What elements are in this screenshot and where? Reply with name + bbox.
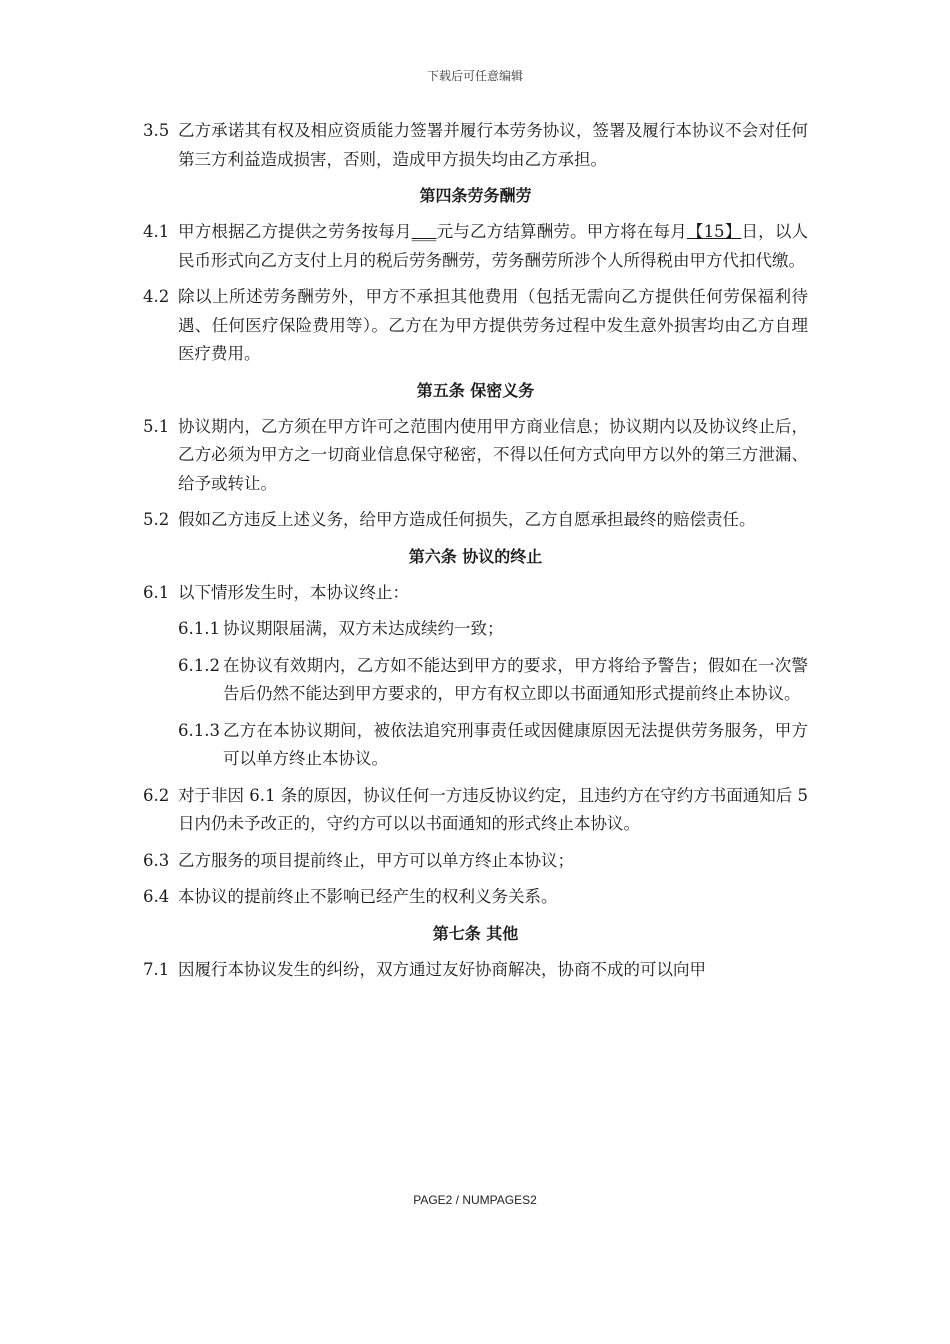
clause-number: 3.5 [143, 121, 170, 140]
clause-number: 7.1 [143, 959, 170, 979]
clause-3-5 [143, 117, 808, 174]
clause-text: 在协议有效期内，乙方如不能达到甲方的要求，甲方将给予警告；假如在一次警告后仍然不能达到甲方要求的，甲方有权立即以书面通知形式提前终止本协议。 [223, 655, 808, 703]
clause-number: 5.1 [143, 416, 170, 436]
clause-text-part: 甲方根据乙方提供之劳务按每月 [178, 222, 412, 241]
clause-text: 乙方服务的项目提前终止，甲方可以单方终止本协议； [178, 850, 574, 870]
section-heading-6: 第六条 协议的终止 [408, 546, 543, 566]
clause-6-4 [143, 883, 808, 912]
section-heading-4: 第四条劳务酬劳 [419, 186, 532, 205]
clause-text: 除以上所述劳务酬劳外，甲方不承担其他费用（包括无需向乙方提供任何劳保福利待遇、任何医疗保险费用等）。乙方在为甲方提供劳务过程中发生意外损害均由乙方自理医疗费用。 [178, 287, 808, 363]
clause-5-2 [143, 506, 808, 535]
page-header: 下载后可任意编辑 [426, 69, 523, 83]
clause-4-2 [143, 283, 808, 369]
clause-number: 5.2 [143, 510, 170, 529]
clause-text: 乙方在本协议期间，被依法追究刑事责任或因健康原因无法提供劳务服务，甲方可以单方终止本协议。 [223, 720, 808, 768]
clause-7-1 [143, 956, 808, 985]
clause-text-part: 日，以人民币形式向乙方支付上月的税后劳务酬劳，劳务酬劳所涉个人所得税由甲方代扣代缴。 [178, 222, 808, 270]
amount-blank: ___ [411, 222, 437, 241]
clause-6-1-2 [143, 652, 808, 709]
clause-5-1 [143, 413, 808, 499]
clause-number: 6.1.1 [178, 619, 220, 638]
clause-number: 4.1 [143, 222, 170, 241]
clause-text [178, 218, 808, 275]
document-body [143, 117, 808, 992]
clause-number: 6.1 [143, 582, 170, 602]
clause-6-1 [143, 579, 808, 608]
clause-text: 以下情形发生时，本协议终止： [178, 582, 409, 602]
clause-6-3 [143, 847, 808, 876]
clause-text: 乙方承诺其有权及相应资质能力签署并履行本劳务协议，签署及履行本协议不会对任何第三方利益造成损害，否则，造成甲方损失均由乙方承担。 [178, 121, 808, 169]
clause-text: 对于非因 6.1 条的原因，协议任何一方违反协议约定，且违约方在守约方书面通知后 5 日内仍未予改正的，守约方可以以书面通知的形式终止本协议。 [178, 785, 808, 833]
clause-text: 协议期限届满，双方未达成续约一致； [223, 619, 504, 638]
clause-6-1-1 [143, 615, 808, 644]
section-heading-7: 第七条 其他 [432, 923, 519, 943]
clause-number: 6.1.2 [178, 655, 220, 675]
clause-text: 因履行本协议发生的纠纷，双方通过友好协商解决，协商不成的可以向甲 [178, 959, 706, 979]
section-heading-5: 第五条 保密义务 [416, 380, 535, 400]
clause-text-part: 元与乙方结算酬劳。甲方将在每月 [436, 222, 687, 241]
clause-number: 6.4 [143, 887, 170, 906]
clause-number: 4.2 [143, 287, 170, 306]
clause-6-2 [143, 782, 808, 839]
clause-4-1 [143, 218, 808, 275]
clause-number: 6.3 [143, 850, 170, 870]
clause-number: 6.1.3 [178, 720, 220, 740]
payment-day: 【15】 [686, 222, 742, 241]
clause-text: 协议期内，乙方须在甲方许可之范围内使用甲方商业信息；协议期内以及协议终止后，乙方必须为甲方之一切商业信息保守秘密，不得以任何方式向甲方以外的第三方泄漏、给予或转让。 [178, 416, 808, 493]
clause-number: 6.2 [143, 785, 170, 805]
page-footer: PAGE2 / NUMPAGES2 [413, 1193, 537, 1207]
clause-text: 本协议的提前终止不影响已经产生的权利义务关系。 [178, 887, 558, 906]
clause-6-1-3 [143, 717, 808, 774]
clause-text: 假如乙方违反上述义务，给甲方造成任何损失，乙方自愿承担最终的赔偿责任。 [178, 510, 756, 529]
